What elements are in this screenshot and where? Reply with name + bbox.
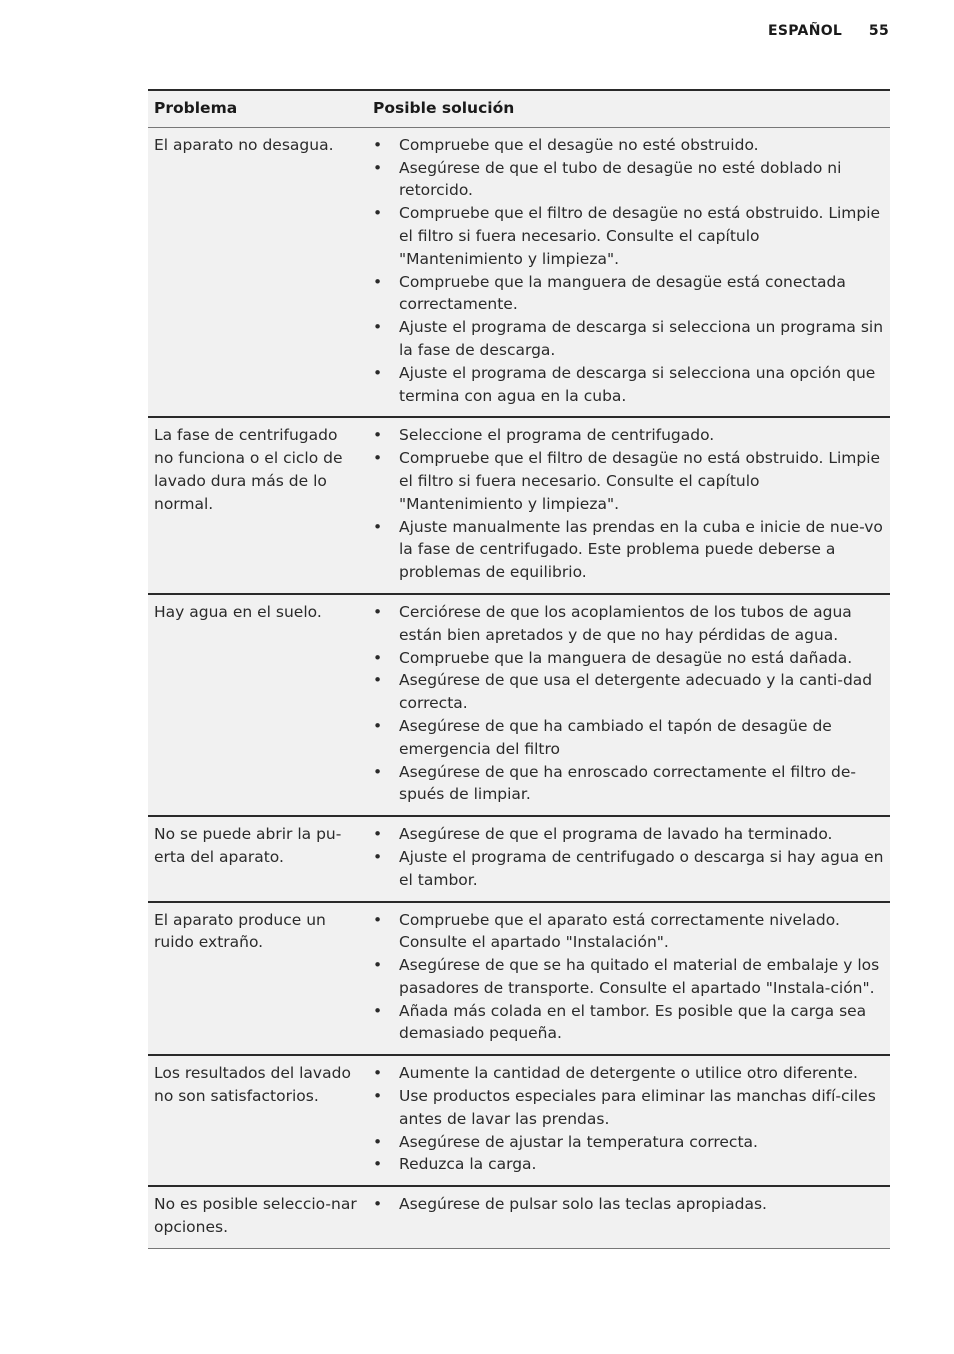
bullet-icon: • bbox=[373, 272, 383, 291]
solution-list bbox=[373, 1062, 884, 1176]
solution-text: Compruebe que el filtro de desagüe no está obstruido. Limpie el filtro si fuera necesario. Consulte el capítulo "Mantenimiento y limpieza". bbox=[399, 449, 881, 513]
table-row bbox=[148, 1055, 890, 1186]
page-number: 55 bbox=[868, 23, 889, 39]
solution-text: Asegúrese de que el programa de lavado ha terminado. bbox=[399, 825, 833, 844]
solution-list bbox=[373, 909, 884, 1046]
list-item bbox=[373, 823, 884, 846]
list-item bbox=[373, 761, 884, 807]
bullet-icon: • bbox=[373, 1195, 383, 1214]
bullet-icon: • bbox=[373, 602, 383, 621]
list-item bbox=[373, 909, 884, 955]
bullet-icon: • bbox=[373, 648, 383, 667]
bullet-icon: • bbox=[373, 158, 383, 177]
solution-text: Compruebe que la manguera de desagüe no está dañada. bbox=[399, 648, 853, 667]
table-row bbox=[148, 1186, 890, 1248]
list-item bbox=[373, 1193, 884, 1216]
problem-cell: No se puede abrir la pu-erta del aparato. bbox=[148, 816, 367, 901]
solution-cell bbox=[367, 1186, 890, 1248]
list-item bbox=[373, 157, 884, 203]
list-item bbox=[373, 516, 884, 584]
problem-cell: El aparato produce un ruido extraño. bbox=[148, 902, 367, 1056]
bullet-icon: • bbox=[373, 1001, 383, 1020]
bullet-icon: • bbox=[373, 1155, 383, 1174]
column-header-problem: Problema bbox=[148, 90, 367, 127]
table-body bbox=[148, 127, 890, 1248]
list-item bbox=[373, 1153, 884, 1176]
solution-cell bbox=[367, 902, 890, 1056]
solution-list bbox=[373, 601, 884, 806]
solution-list bbox=[373, 134, 884, 408]
list-item bbox=[373, 447, 884, 515]
problem-cell: La fase de centrifugado no funciona o el ciclo de lavado dura más de lo normal. bbox=[148, 417, 367, 594]
solution-text: Asegúrese de pulsar solo las teclas apropiadas. bbox=[399, 1195, 767, 1214]
table-row bbox=[148, 902, 890, 1056]
list-item bbox=[373, 316, 884, 362]
list-item bbox=[373, 1062, 884, 1085]
solution-text: Asegúrese de que el tubo de desagüe no esté doblado ni retorcido. bbox=[399, 158, 842, 200]
solution-text: Compruebe que el aparato está correctamente nivelado. Consulte el apartado "Instalación". bbox=[399, 910, 840, 952]
bullet-icon: • bbox=[373, 517, 383, 536]
problem-cell: Los resultados del lavado no son satisfactorios. bbox=[148, 1055, 367, 1186]
bullet-icon: • bbox=[373, 426, 383, 445]
table-header-row bbox=[148, 90, 890, 127]
list-item bbox=[373, 424, 884, 447]
bullet-icon: • bbox=[373, 318, 383, 337]
bullet-icon: • bbox=[373, 910, 383, 929]
bullet-icon: • bbox=[373, 956, 383, 975]
solution-text: Asegúrese de que se ha quitado el material de embalaje y los pasadores de transporte. Consulte el apartado "Instala-ción". bbox=[399, 956, 880, 997]
solution-cell bbox=[367, 816, 890, 901]
list-item bbox=[373, 1000, 884, 1046]
solution-text: Seleccione el programa de centrifugado. bbox=[399, 426, 715, 445]
bullet-icon: • bbox=[373, 716, 383, 735]
solution-text: Compruebe que el filtro de desagüe no está obstruido. Limpie el filtro si fuera necesario. Consulte el capítulo "Mantenimiento y limpieza". bbox=[399, 204, 881, 268]
problem-cell: No es posible seleccio-nar opciones. bbox=[148, 1186, 367, 1248]
solution-list bbox=[373, 1193, 884, 1216]
solution-text: Asegúrese de ajustar la temperatura correcta. bbox=[399, 1132, 758, 1151]
list-item bbox=[373, 202, 884, 270]
bullet-icon: • bbox=[373, 135, 383, 154]
bullet-icon: • bbox=[373, 825, 383, 844]
bullet-icon: • bbox=[373, 847, 383, 866]
solution-cell bbox=[367, 1055, 890, 1186]
solution-text: Aumente la cantidad de detergente o utilice otro diferente. bbox=[399, 1064, 858, 1083]
solution-text: Compruebe que el desagüe no esté obstruido. bbox=[399, 135, 759, 154]
list-item bbox=[373, 601, 884, 647]
list-item bbox=[373, 715, 884, 761]
solution-list bbox=[373, 424, 884, 584]
solution-cell bbox=[367, 594, 890, 816]
column-header-solution: Posible solución bbox=[367, 90, 890, 127]
list-item bbox=[373, 647, 884, 670]
bullet-icon: • bbox=[373, 1064, 383, 1083]
table-row bbox=[148, 417, 890, 594]
list-item bbox=[373, 846, 884, 892]
list-item bbox=[373, 1085, 884, 1131]
table-row bbox=[148, 594, 890, 816]
bullet-icon: • bbox=[373, 363, 383, 382]
solution-text: Asegúrese de que ha cambiado el tapón de desagüe de emergencia del filtro bbox=[399, 716, 832, 758]
solution-text: Ajuste el programa de centrifugado o descarga si hay agua en el tambor. bbox=[399, 847, 884, 889]
solution-text: Reduzca la carga. bbox=[399, 1155, 537, 1174]
solution-text: Ajuste el programa de descarga si selecciona un programa sin la fase de descarga. bbox=[399, 318, 884, 359]
list-item bbox=[373, 134, 884, 157]
solution-text: Use productos especiales para eliminar las manchas difí-ciles antes de lavar las prendas. bbox=[399, 1087, 876, 1128]
solution-text: Asegúrese de que usa el detergente adecuado y la canti-dad correcta. bbox=[399, 671, 873, 713]
section-language: ESPAÑOL bbox=[768, 23, 843, 39]
solution-text: Ajuste manualmente las prendas en la cuba e inicie de nue-vo la fase de centrifugado. Este problema puede deberse a problemas de equilibrio. bbox=[399, 517, 883, 582]
table-row bbox=[148, 127, 890, 417]
list-item bbox=[373, 1131, 884, 1154]
list-item bbox=[373, 669, 884, 715]
problem-cell: El aparato no desagua. bbox=[148, 127, 367, 417]
problem-cell: Hay agua en el suelo. bbox=[148, 594, 367, 816]
solution-text: Compruebe que la manguera de desagüe está conectada correctamente. bbox=[399, 272, 846, 314]
bullet-icon: • bbox=[373, 671, 383, 690]
bullet-icon: • bbox=[373, 1132, 383, 1151]
solution-cell bbox=[367, 127, 890, 417]
solution-text: Ajuste el programa de descarga si selecciona una opción que termina con agua en la cuba. bbox=[399, 363, 876, 405]
solution-text: Añada más colada en el tambor. Es posible que la carga sea demasiado pequeña. bbox=[399, 1001, 867, 1043]
page-header bbox=[768, 23, 889, 39]
list-item bbox=[373, 271, 884, 317]
bullet-icon: • bbox=[373, 1087, 383, 1106]
bullet-icon: • bbox=[373, 449, 383, 468]
list-item bbox=[373, 954, 884, 1000]
solution-text: Asegúrese de que ha enroscado correctamente el filtro de-spués de limpiar. bbox=[399, 762, 856, 804]
troubleshooting-table bbox=[148, 89, 890, 1249]
list-item bbox=[373, 362, 884, 408]
table-row bbox=[148, 816, 890, 901]
bullet-icon: • bbox=[373, 762, 383, 781]
solution-list bbox=[373, 823, 884, 891]
solution-cell bbox=[367, 417, 890, 594]
bullet-icon: • bbox=[373, 204, 383, 223]
solution-text: Cerciórese de que los acoplamientos de los tubos de agua están bien apretados y de que no hay pérdidas de agua. bbox=[399, 602, 852, 644]
